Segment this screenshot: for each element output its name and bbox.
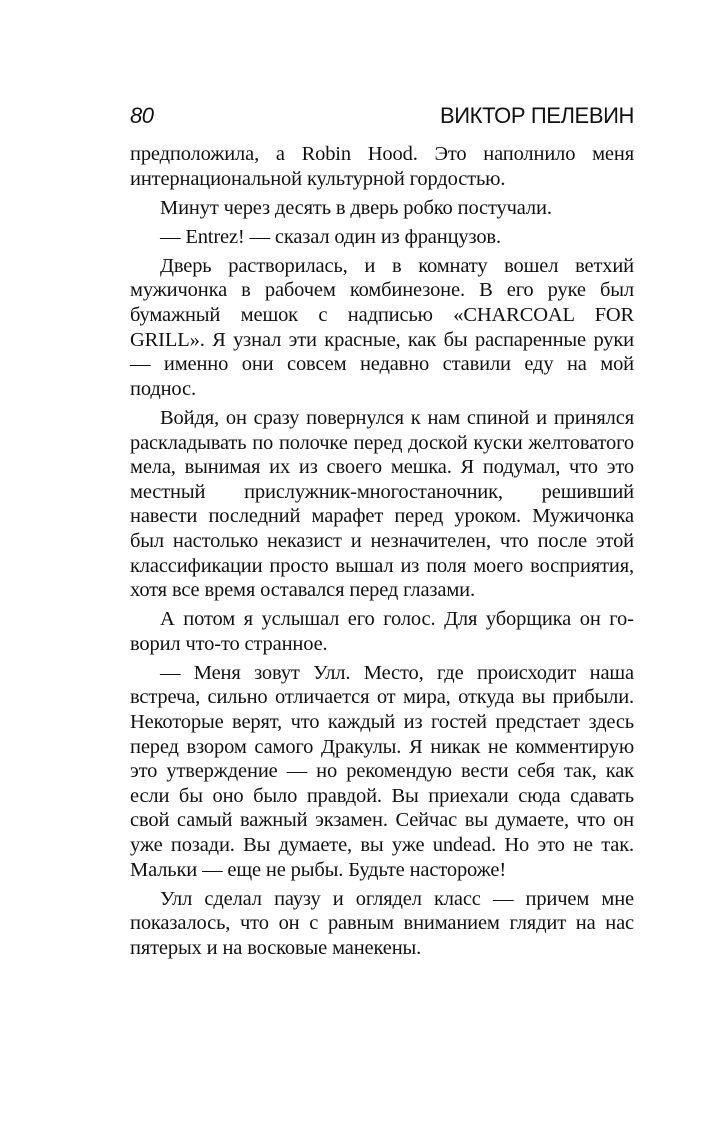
paragraph-6: А потом я услышал его голос. Для уборщика он говорил что-то странное. [130, 608, 634, 655]
paragraph-5: Войдя, он сразу повернулся к нам спиной и принялся раскладывать по полочке перед доской куски желтоватого мела, вынимая их из своего мешка. Я подумал, что это местный прислужник-многостаночник, решивший навести последний марафет перед уроком. Мужичонка был настолько неказист и незначителен, что после этой классификации просто вышал из поля моего восприятия, хотя все время оставался перед глазами. [130, 406, 634, 602]
paragraph-8: Улл сделал паузу и оглядел класс — причем мне показалось, что он с равным вниманием глядит на нас пятерых и на восковые манекены. [130, 887, 634, 959]
body-text [130, 142, 634, 965]
paragraph-3: — Entrez! — сказал один из французов. [160, 225, 501, 248]
running-head-author: ВИКТОР ПЕЛЕВИН [439, 103, 634, 128]
page-number: 80 [130, 103, 154, 128]
page-header [130, 98, 634, 134]
paragraph-4: Дверь растворилась, и в комнату вошел ветхий мужичонка в рабочем комбинезоне. В его руке был бумажный мешок с надписью «CHARCOAL FOR GRILL». Я узнал эти красные, как бы распаренные руки — именно они совсем недавно ставили еду на мой поднос. [130, 254, 634, 400]
paragraph-2: Минут через десять в дверь робко постучали. [160, 196, 552, 219]
paragraph-1: предположила, а Robin Hood. Это наполнило меня интернациональной культурной гордостью. [130, 143, 634, 190]
paragraph-7: — Меня зовут Улл. Место, где происходит наша встреча, сильно отличается от мира, откуда вы прибыли. Некоторые верят, что каждый из гостей предстает здесь перед взором самого Дракулы. Я никак не комментирую это утверждение — но рекомендую вести себя так, как если бы оно было правдой. Вы приехали сюда сдавать свой самый важный экзамен. Сейчас вы думаете, что он уже позади. Вы думаете, вы уже undead. Но это не так. Мальки — еще не рыбы. Будьте настороже! [130, 661, 634, 881]
